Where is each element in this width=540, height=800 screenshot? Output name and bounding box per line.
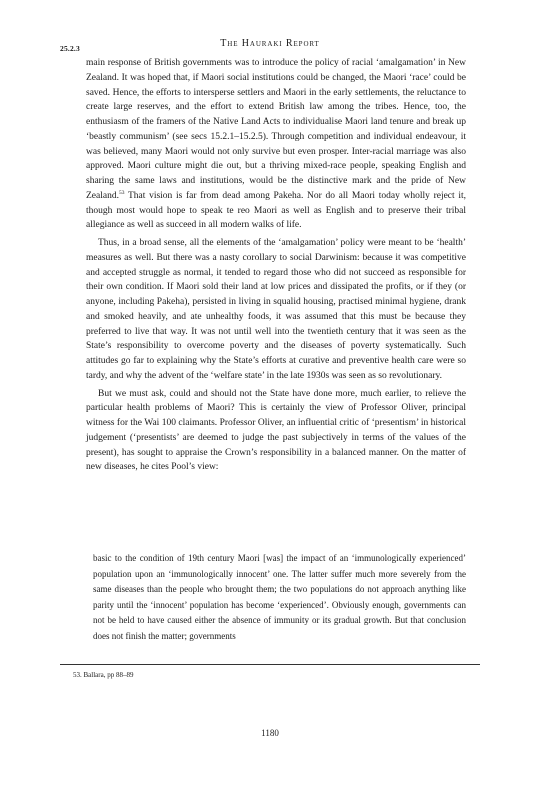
block-quote [93,551,466,645]
paragraph [86,56,466,233]
footnote-reference: 53 [118,189,125,196]
footnote: 53. Ballara, pp 88–89 [73,671,134,679]
paragraph: But we must ask, could and should not the State have done more, much earlier, to relieve the particular health problems of Maori? This is certainly the view of Professor Oliver, principal witness for the Wai 100 claimants. Professor Oliver, an influential critic of ‘presentism’ in historical judgement (‘presentists’ are deemed to judge the past subjectively in terms of the values of the present), has sought to appraise the Crown’s responsibility in a balanced manner. On the matter of new diseases, he cites Pool’s view: [86,388,466,473]
section-number: 25.2.3 [60,44,80,53]
footnote-divider [60,664,480,665]
running-header-title: The Hauraki Report [220,38,320,49]
paragraph: Thus, in a broad sense, all the elements of the ‘amalgamation’ policy were meant to be ‘health’ measures as well. But there was a nasty corollary to social Darwinism: because it was competitive and accepted struggle as normal, it tended to regard those who did not succeed as responsible for their own condition. If Maori sold their land at low prices and dissipated the profits, or if they (or anyone, including Pakeha), persisted in living in squalid housing, practised minimal hygiene, drank and smoked heavily, and ate unhealthy foods, it was assumed that this must be because they preferred to live that way. It was not until well into the twentieth century that it was seen as the State’s responsibility to overcome poverty and the diseases of poverty systematically. Such attitudes go far to explaining why the State’s efforts at curative and preventive health care were so tardy, and why the advent of the ‘welfare state’ in the late 1930s was seen as so revolutionary. [86,238,466,381]
paragraph-text: That vision is far from dead among Pakeha. Nor do all Maori today wholly reject it, though most would hope to speak te reo Maori as well as English and to preserve their tribal allegiance as well as succeed in all modern walks of life. [86,190,466,231]
block-quote-text: basic to the condition of 19th century Maori [was] the impact of an ‘immunologically experienced’ population upon an ‘immunologically innocent’ one. The latter suffer much more severely from the same diseases than the people who brought them; the two populations do not approach anything like parity until the ‘innocent’ population has become ‘experienced’. Obviously enough, governments can not be held to have caused either the absence of immunity or its gradual growth. But that conclusion does not finish the matter; governments [93,553,466,641]
paragraph-text: main response of British governments was to introduce the policy of racial ‘amalgamation’ in New Zealand. It was hoped that, if Maori social institutions could be changed, the Maori ‘race’ could be saved. Hence, the efforts to intersperse settlers and Maori in the early settlements, the reluctance to create large reserves, and the effort to extend British law among the tribes. Hence, too, the enthusiasm of the framers of the Native Land Acts to individualise Maori land tenure and break up ‘beastly communism’ (see secs 15.2.1–15.2.5). Through competition and individual endeavour, it was believed, many Maori would not only survive but even prosper. Inter-racial marriage was also approved. Maori culture might die out, but a thriving mixed-race people, speaking English and sharing the same laws and institutions, would be the distinctive mark and the pride of New Zealand. [86,58,466,201]
page-number: 1180 [261,728,279,738]
body-text [86,56,466,475]
